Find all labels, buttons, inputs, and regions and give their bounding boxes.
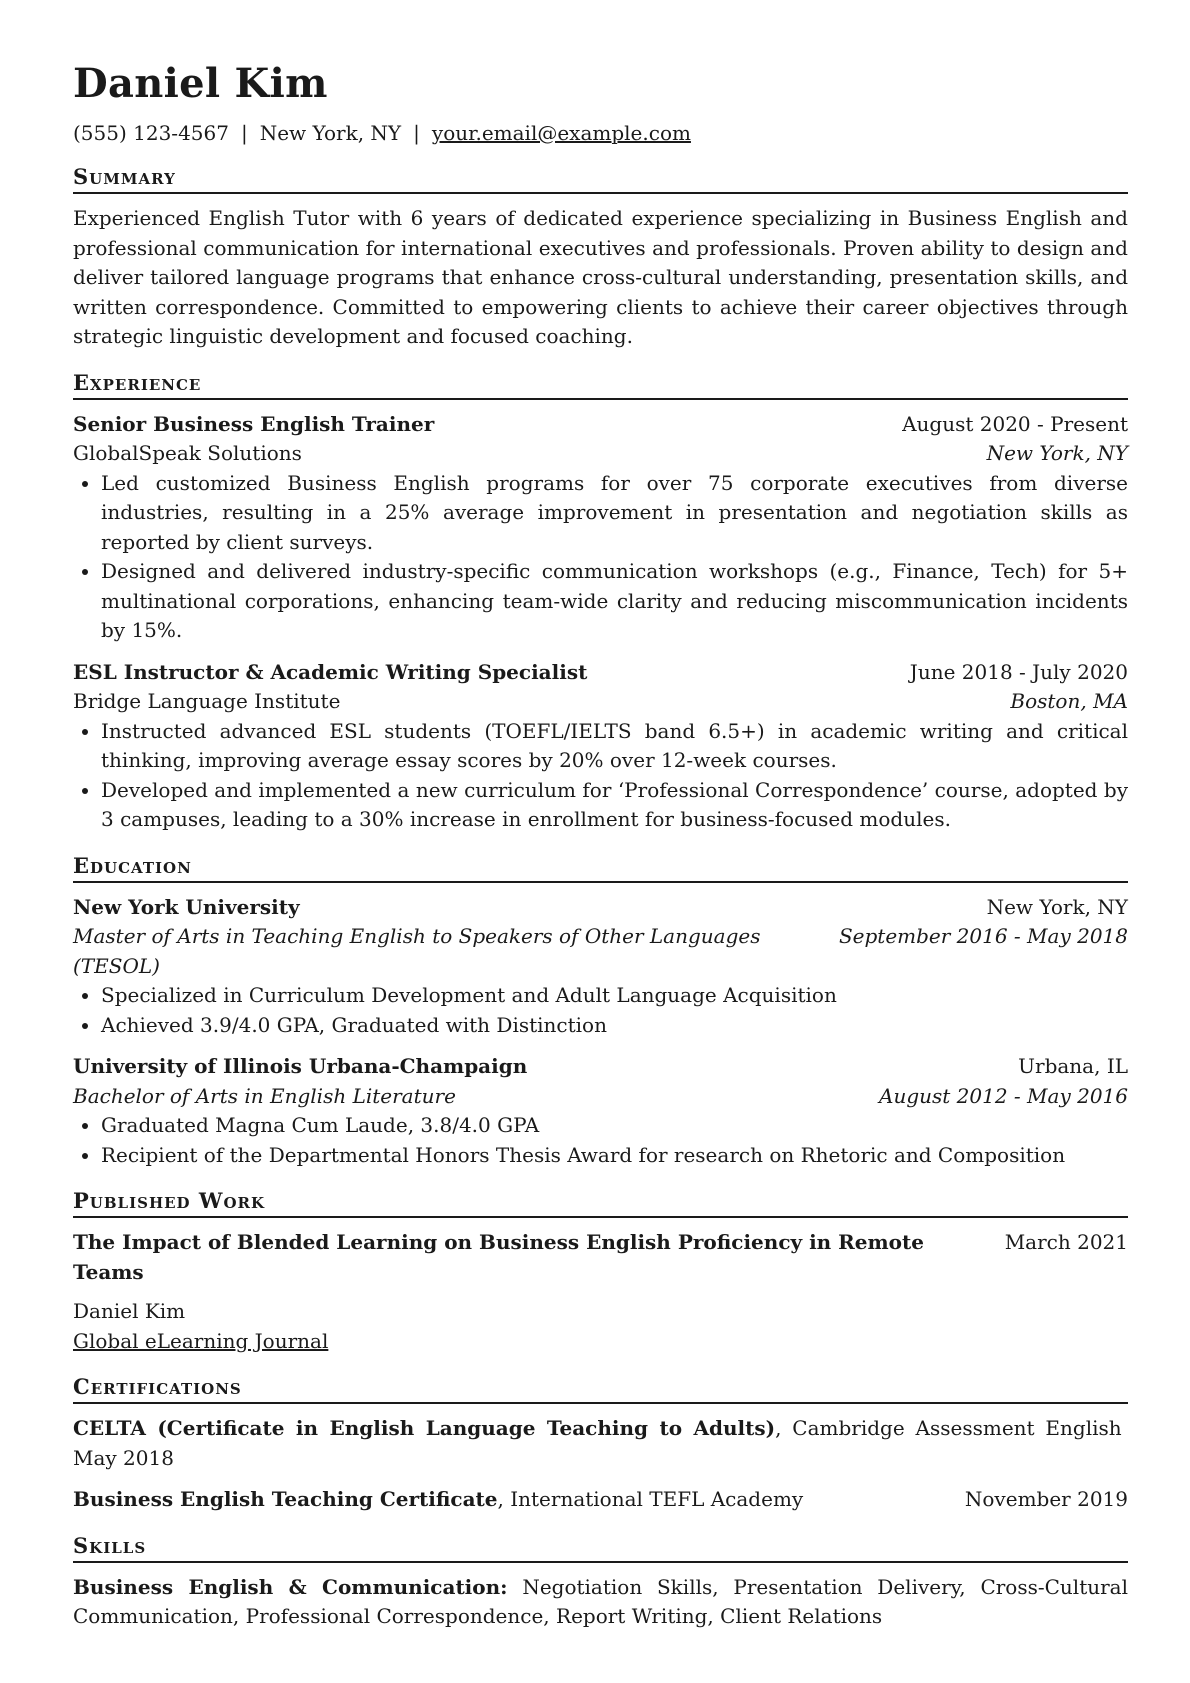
- degree-row: [73, 922, 1128, 981]
- school-name: University of Illinois Urbana-Champaign: [73, 1054, 528, 1078]
- certification-name: Business English Teaching Certificate: [73, 1487, 498, 1511]
- job-header-row: [73, 658, 1128, 688]
- job-header-row: [73, 410, 1128, 440]
- school-entry: [73, 893, 1128, 1041]
- list-item: • Specialized in Curriculum Development and Adult Language Acquisition: [101, 981, 1128, 1011]
- job-location: New York, NY: [986, 441, 1128, 465]
- certifications-section: [73, 1374, 1128, 1515]
- publication-date: March 2021: [1004, 1230, 1128, 1254]
- job-role: Senior Business English Trainer: [73, 411, 435, 436]
- job-bullets: [73, 469, 1128, 646]
- job-entry: [73, 658, 1128, 835]
- publication-journal-link[interactable]: Global eLearning Journal: [73, 1328, 329, 1353]
- school-location: Urbana, IL: [1018, 1054, 1128, 1078]
- job-company-row: [73, 439, 1128, 469]
- contact-line: [73, 120, 1128, 146]
- list-item: • Led customized Business English programs for over 75 corporate executives from diverse industries, resulting in a 25% average improvement in presentation and negotiation skills as reported by client surveys.: [101, 469, 1128, 558]
- school-location: New York, NY: [986, 894, 1128, 919]
- list-item: • Achieved 3.9/4.0 GPA, Graduated with Distinction: [101, 1011, 1128, 1041]
- skills-category: Business English & Communication:: [73, 1574, 508, 1599]
- summary-section: [73, 164, 1128, 352]
- section-title-published-work: Published Work: [73, 1188, 1128, 1218]
- skills-line: [73, 1573, 1128, 1632]
- publication-title: The Impact of Blended Learning on Business English Proficiency in Remote Teams: [73, 1230, 924, 1284]
- list-item: • Instructed advanced ESL students (TOEFL/IELTS band 6.5+) in academic writing and critical thinking, improving average essay scores by 20% over 12-week courses.: [101, 717, 1128, 776]
- list-item: • Recipient of the Departmental Honors Thesis Award for research on Rhetoric and Composition: [101, 1141, 1128, 1171]
- job-dates: June 2018 - July 2020: [909, 659, 1128, 684]
- school-entry: [73, 1052, 1128, 1170]
- job-role: ESL Instructor & Academic Writing Specialist: [73, 659, 588, 684]
- certification-date: May 2018: [73, 1445, 174, 1470]
- school-bullets: [73, 1111, 1128, 1170]
- degree-dates: August 2012 - May 2016: [879, 1083, 1128, 1108]
- email-link[interactable]: your.email@example.com: [431, 121, 691, 145]
- education-section: [73, 853, 1128, 1171]
- section-title-skills: Skills: [73, 1533, 1128, 1563]
- certification-entry: [73, 1414, 1128, 1473]
- list-item: • Developed and implemented a new curriculum for ‘Professional Correspondence’ course, adopted by 3 campuses, leading to a 30% increase in enrollment for business-focused modules.: [101, 776, 1128, 835]
- resume-page: [73, 58, 1128, 1632]
- experience-section: [73, 370, 1128, 835]
- school-header-row: [73, 1052, 1128, 1082]
- phone-number: (555) 123-4567: [73, 121, 229, 145]
- list-item: • Designed and delivered industry-specific communication workshops (e.g., Finance, Tech) for 5+ multinational corporations, enhancing team-wide clarity and reducing miscommunication incidents by 15%.: [101, 557, 1128, 646]
- list-item: • Graduated Magna Cum Laude, 3.8/4.0 GPA: [101, 1111, 1128, 1141]
- job-company: Bridge Language Institute: [73, 689, 341, 713]
- certification-issuer: , Cambridge Assessment English: [775, 1416, 1122, 1440]
- certification-name: CELTA (Certificate in English Language Teaching to Adults): [73, 1416, 776, 1440]
- degree-row: [73, 1082, 1128, 1112]
- section-title-summary: Summary: [73, 164, 1128, 194]
- degree-name: Master of Arts in Teaching English to Speakers of Other Languages (TESOL): [73, 924, 761, 978]
- separator: |: [413, 121, 420, 145]
- certification-issuer: , International TEFL Academy: [497, 1487, 804, 1511]
- publication-meta: [73, 1297, 1128, 1356]
- published-work-section: [73, 1188, 1128, 1356]
- job-dates: August 2020 - Present: [902, 411, 1128, 436]
- job-company: GlobalSpeak Solutions: [73, 441, 302, 465]
- summary-text: Experienced English Tutor with 6 years of dedicated experience specializing in Business English and professional communication for international executives and professionals. Proven ability to design and deliver tailored language programs that enhance cross-cultural understanding, presentation skills, and written correspondence. Committed to empowering clients to achieve their career objectives through strategic linguistic development and focused coaching.: [73, 206, 1128, 348]
- publication-author: Daniel Kim: [73, 1299, 186, 1323]
- job-location: Boston, MA: [1010, 689, 1128, 713]
- school-bullets: [73, 981, 1128, 1040]
- degree-dates: September 2016 - May 2018: [838, 924, 1128, 948]
- skills-list: Negotiation Skills, Presentation Delivery, Cross-Cultural Communication, Professional Correspondence, Report Writing, Client Relations: [73, 1574, 1129, 1628]
- section-title-education: Education: [73, 853, 1128, 883]
- job-entry: [73, 410, 1128, 646]
- section-title-experience: Experience: [73, 370, 1128, 400]
- certification-date: November 2019: [964, 1487, 1128, 1511]
- publication-header-row: [73, 1228, 1128, 1287]
- job-company-row: [73, 687, 1128, 717]
- school-name: New York University: [73, 894, 300, 919]
- degree-name: Bachelor of Arts in English Literature: [73, 1083, 456, 1108]
- skills-section: [73, 1533, 1128, 1632]
- certification-entry: [73, 1485, 1128, 1515]
- job-bullets: [73, 717, 1128, 835]
- publication-entry: [73, 1228, 1128, 1356]
- separator: |: [240, 121, 248, 145]
- school-header-row: [73, 893, 1128, 923]
- section-title-certifications: Certifications: [73, 1374, 1128, 1404]
- candidate-name: Daniel Kim: [73, 60, 328, 107]
- location: New York, NY: [259, 121, 402, 145]
